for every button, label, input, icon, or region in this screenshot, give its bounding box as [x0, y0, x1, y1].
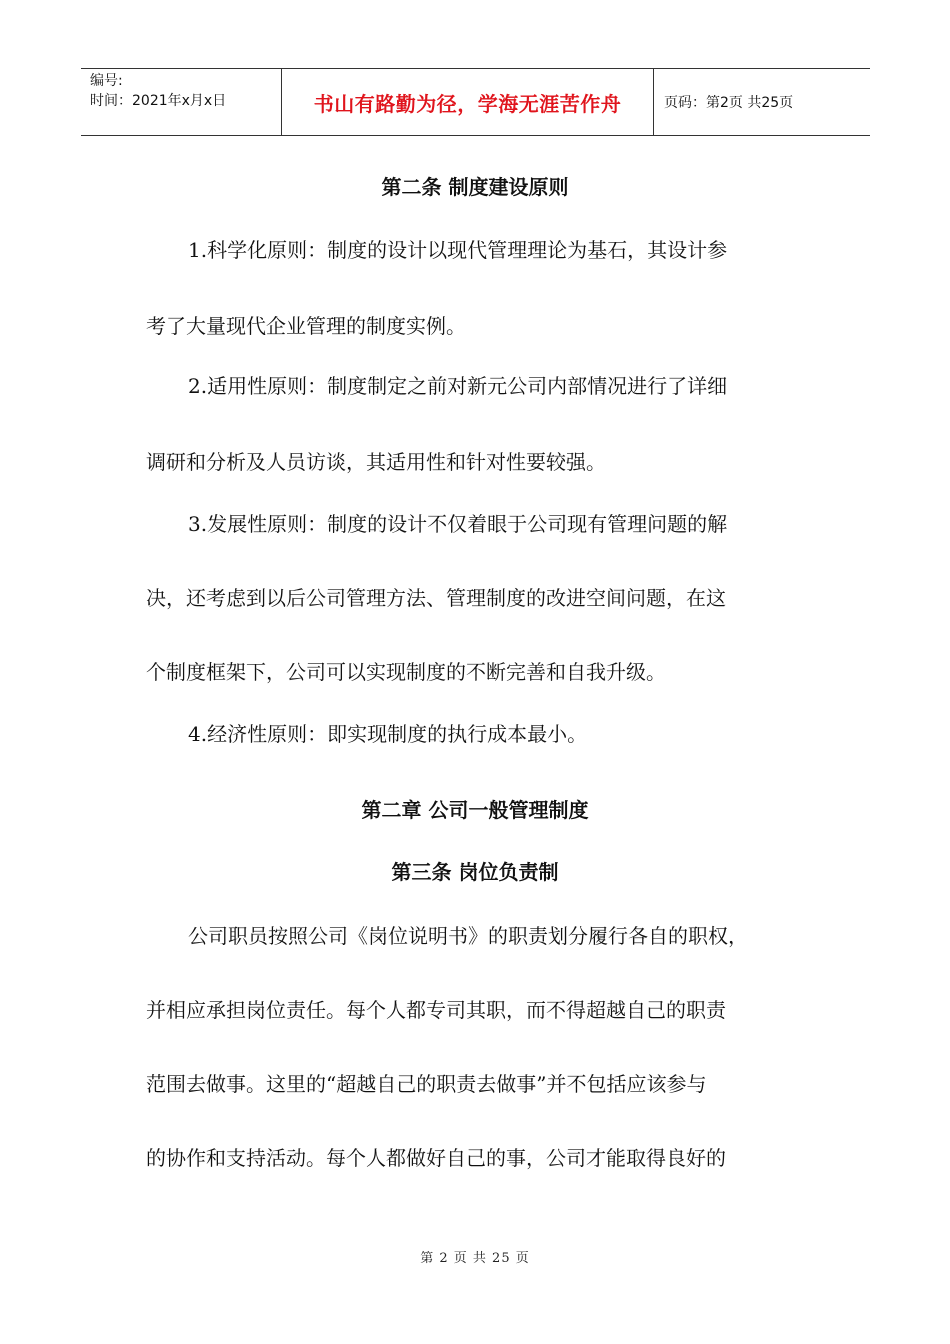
paragraph-line: 4.经济性原则：即实现制度的执行成本最小。 — [188, 722, 588, 746]
number-label: 编号: — [90, 73, 123, 89]
paragraph-line: 的协作和支持活动。每个人都做好自己的事，公司才能取得良好的 — [146, 1146, 726, 1170]
paragraph-line: 范围去做事。这里的“超越自己的职责去做事”并不包括应该参与 — [146, 1072, 707, 1096]
paragraph-line: 考了大量现代企业管理的制度实例。 — [146, 314, 466, 338]
header-page-info: 页码：第2页 共25页 — [664, 95, 794, 111]
section-heading: 第三条 岗位负责制 — [391, 860, 559, 884]
section-heading: 第二条 制度建设原则 — [381, 175, 569, 199]
paragraph-line: 决，还考虑到以后公司管理方法、管理制度的改进空间问题，在这 — [146, 586, 726, 610]
paragraph-line: 公司职员按照公司《岗位说明书》的职责划分履行各自的职权， — [188, 924, 748, 948]
paragraph-line: 3.发展性原则：制度的设计不仅着眼于公司现有管理问题的解 — [188, 512, 728, 536]
paragraph-line: 1.科学化原则：制度的设计以现代管理理论为基石，其设计参 — [188, 238, 728, 262]
page-footer: 第 2 页 共 25 页 — [420, 1251, 530, 1266]
paragraph-line: 调研和分析及人员访谈，其适用性和针对性要较强。 — [146, 450, 606, 474]
time-label: 时间：2021年x月x日 — [90, 93, 227, 109]
chapter-heading: 第二章 公司一般管理制度 — [361, 798, 589, 822]
paragraph-line: 2.适用性原则：制度制定之前对新元公司内部情况进行了详细 — [188, 374, 728, 398]
paragraph-line: 个制度框架下，公司可以实现制度的不断完善和自我升级。 — [146, 660, 666, 684]
header-meta — [81, 69, 282, 135]
paragraph-line: 并相应承担岗位责任。每个人都专司其职，而不得超越自己的职责 — [146, 998, 726, 1022]
header-motto: 书山有路勤为径，学海无涯苦作舟 — [282, 69, 654, 135]
page-header — [81, 68, 870, 136]
